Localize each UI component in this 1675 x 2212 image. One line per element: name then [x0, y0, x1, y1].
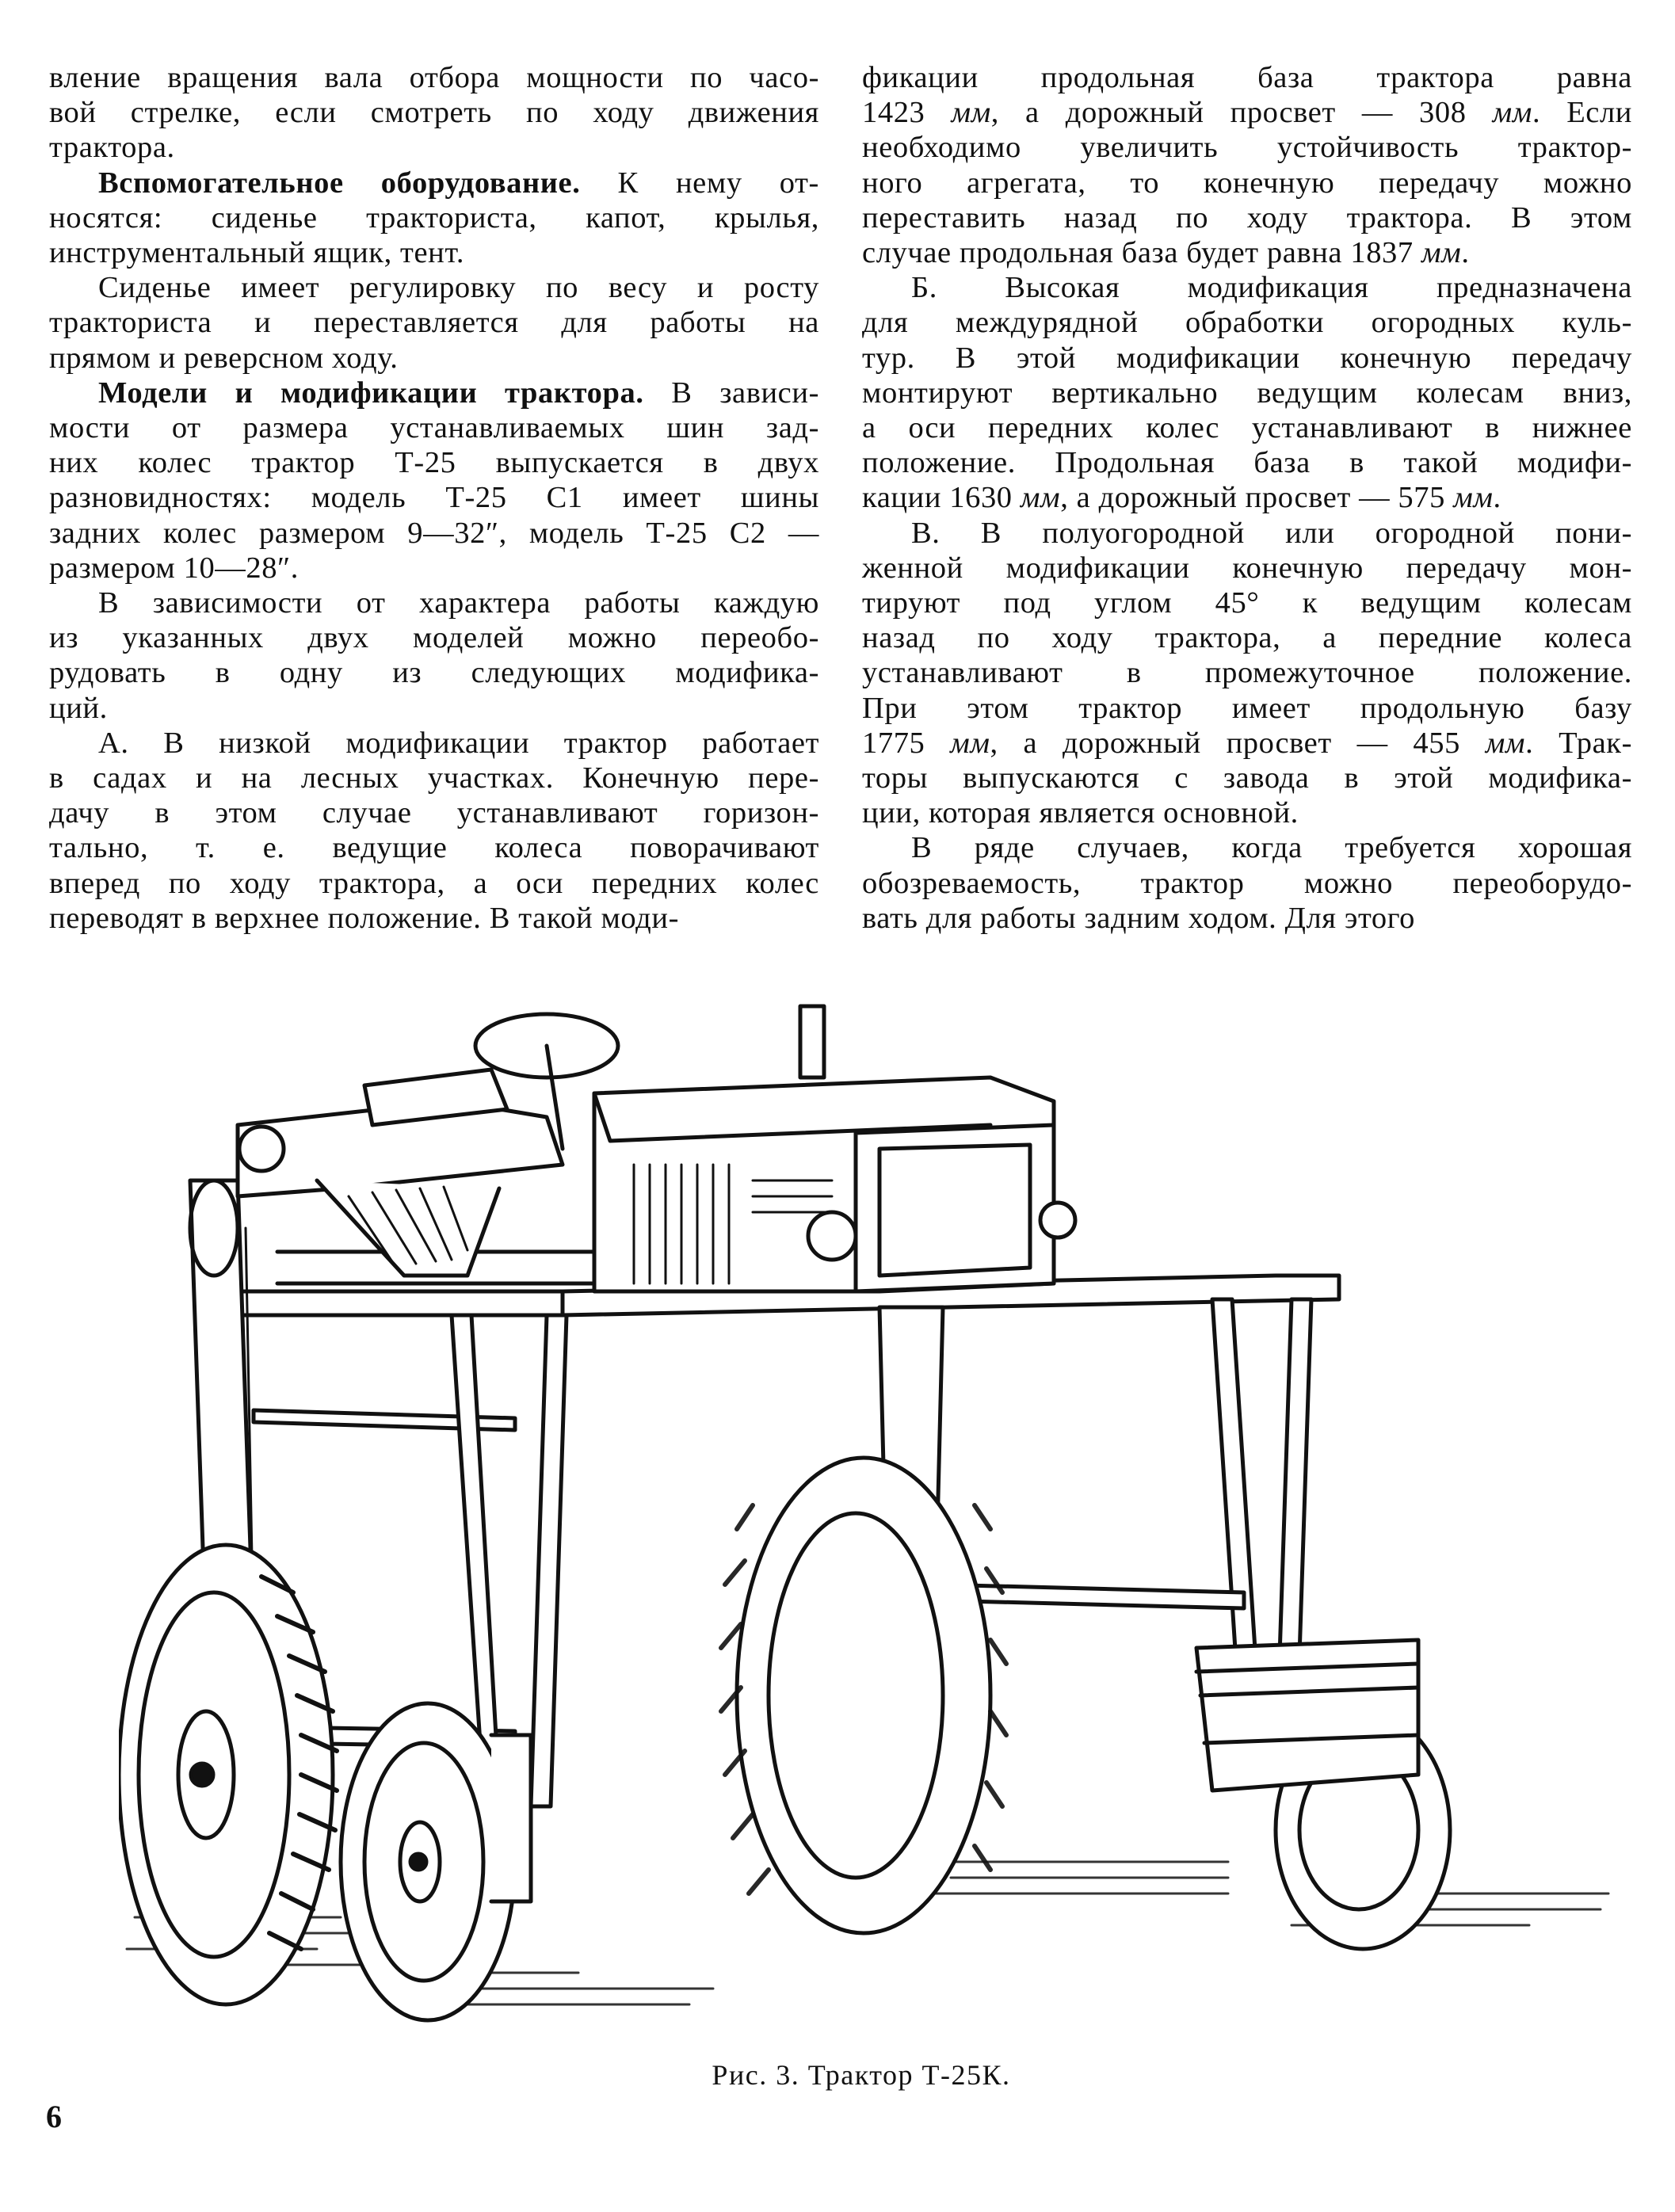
text-line	[862, 585, 1632, 620]
text-run: переставить назад по ходу трактора. В этом	[862, 200, 1632, 235]
text-line	[49, 341, 819, 376]
text-line	[49, 901, 819, 936]
text-line	[862, 620, 1632, 655]
text-run: .	[1493, 481, 1501, 515]
text-run: тур. В этой модификации конечную передачу	[862, 341, 1632, 375]
text-run: При этом трактор имеет продольную базу	[862, 691, 1632, 725]
text-run: Сиденье имеет регулировку по весу и росту	[98, 271, 819, 305]
text-line	[862, 691, 1632, 726]
text-run: Б. Высокая модификация предназначена	[911, 271, 1632, 305]
text-run: тракториста и переставляется для работы на	[49, 306, 819, 340]
text-run: торы выпускаются с завода в этой модифика-	[862, 761, 1632, 795]
text-line	[862, 655, 1632, 690]
text-run: монтируют вертикально ведущим колесам вниз,	[862, 376, 1632, 410]
text-line	[862, 341, 1632, 376]
text-line	[49, 830, 819, 865]
text-run: а оси передних колес устанавливают в нижнее	[862, 411, 1632, 445]
text-run: .	[1461, 236, 1470, 270]
text-line	[49, 130, 819, 165]
text-line	[862, 166, 1632, 200]
text-line	[862, 516, 1632, 551]
text-run: устанавливают в промежуточное положение.	[862, 656, 1632, 690]
text-run: мм	[1485, 726, 1526, 760]
text-line	[49, 620, 819, 655]
text-line	[49, 270, 819, 305]
paragraph	[49, 585, 819, 726]
text-run: , а дорожный просвет — 575	[1060, 481, 1454, 515]
text-run: инструментальный ящик, тент.	[49, 236, 465, 270]
paragraph	[862, 270, 1632, 515]
text-line	[49, 585, 819, 620]
text-run: разновидностях: модель Т-25 С1 имеет шины	[49, 481, 819, 515]
text-run: рудовать в одну из следующих модифика-	[49, 656, 819, 690]
text-run: мм	[951, 96, 991, 130]
text-line	[49, 60, 819, 95]
text-run: В зависи-	[643, 376, 819, 410]
text-line	[49, 445, 819, 480]
text-line	[49, 761, 819, 795]
text-line	[49, 726, 819, 761]
text-line	[862, 410, 1632, 445]
text-column-left	[49, 60, 819, 936]
text-run: мости от размера устанавливаемых шин зад-	[49, 411, 819, 445]
text-line	[862, 235, 1632, 270]
text-line	[862, 130, 1632, 165]
text-line	[49, 376, 819, 410]
text-run: ции, которая является основной.	[862, 796, 1299, 830]
text-run: переводят в верхнее положение. В такой моди-	[49, 901, 679, 935]
text-run: . Если	[1532, 96, 1633, 130]
text-line	[862, 480, 1632, 515]
text-line	[862, 60, 1632, 95]
text-column-right	[862, 60, 1632, 936]
text-line	[862, 551, 1632, 585]
page-number: 6	[46, 2099, 62, 2134]
text-run: носятся: сиденье тракториста, капот, крылья,	[49, 200, 819, 235]
text-run: 1423	[862, 96, 952, 130]
text-line	[862, 270, 1632, 305]
text-line	[49, 235, 819, 270]
text-line	[862, 726, 1632, 761]
text-run: В ряде случаев, когда требуется хорошая	[911, 831, 1632, 865]
text-run: В зависимости от характера работы каждую	[98, 586, 819, 620]
text-run: обозреваемость, трактор можно переоборудо-	[862, 866, 1632, 900]
paragraph	[49, 270, 819, 376]
text-line	[49, 480, 819, 515]
paragraph	[49, 376, 819, 585]
text-line	[49, 305, 819, 340]
text-line	[862, 830, 1632, 865]
text-run: В. В полуогородной или огородной пони-	[911, 516, 1632, 550]
paragraph	[49, 166, 819, 271]
text-run: них колес трактор Т-25 выпускается в двух	[49, 446, 819, 480]
text-run: ного агрегата, то конечную передачу можно	[862, 166, 1632, 200]
text-run: женной модификации конечную передачу мон-	[862, 551, 1632, 585]
text-line	[49, 516, 819, 551]
text-line	[49, 551, 819, 585]
text-run: фикации продольная база трактора равна	[862, 61, 1632, 94]
text-line	[49, 200, 819, 235]
text-run: мм	[1492, 96, 1532, 130]
text-line	[49, 691, 819, 726]
text-line	[862, 445, 1632, 480]
text-run: задних колес размером 9—32″, модель Т-25 С2 —	[49, 516, 819, 550]
text-line	[49, 410, 819, 445]
text-run: из указанных двух моделей можно переобо-	[49, 621, 819, 655]
text-run: А. В низкой модификации трактор работает	[98, 726, 819, 760]
text-run: мм	[1020, 481, 1061, 515]
text-run: для междурядной обработки огородных куль-	[862, 306, 1632, 340]
text-run: тально, т. е. ведущие колеса поворачивают	[49, 831, 819, 865]
text-run: трактора.	[49, 131, 175, 165]
paragraph	[862, 60, 1632, 270]
paragraph	[49, 726, 819, 936]
text-run: мм	[1453, 481, 1494, 515]
text-line	[49, 166, 819, 200]
text-line	[862, 376, 1632, 410]
text-line	[49, 95, 819, 130]
text-run: , а дорожный просвет — 455	[990, 726, 1486, 760]
text-run: К нему от-	[580, 166, 819, 200]
figure-tractor-illustration	[119, 990, 1624, 2028]
text-run: вперед по ходу трактора, а оси передних колес	[49, 866, 819, 900]
text-run: положение. Продольная база в такой модифи-	[862, 446, 1632, 480]
text-line	[862, 200, 1632, 235]
text-run: дачу в этом случае устанавливают горизон-	[49, 796, 819, 830]
text-run: в садах и на лесных участках. Конечную пере-	[49, 761, 819, 795]
text-line	[862, 95, 1632, 130]
text-run: случае продольная база будет равна 1837	[862, 236, 1421, 270]
text-run: назад по ходу трактора, а передние колеса	[862, 621, 1632, 655]
text-run: вой стрелке, если смотреть по ходу движения	[49, 96, 819, 130]
text-line	[49, 866, 819, 901]
text-line	[862, 901, 1632, 936]
text-run: ций.	[49, 691, 108, 725]
bold-heading-run: Вспомогательное оборудование.	[98, 166, 581, 200]
paragraph	[862, 830, 1632, 936]
paragraph	[862, 516, 1632, 831]
text-run: необходимо увеличить устойчивость трактор-	[862, 131, 1632, 165]
text-run: размером 10—28″.	[49, 551, 299, 585]
text-run: кации 1630	[862, 481, 1021, 515]
text-run: вление вращения вала отбора мощности по часо-	[49, 61, 819, 94]
text-run: мм	[950, 726, 990, 760]
text-run: вать для работы задним ходом. Для этого	[862, 901, 1415, 935]
text-run: тируют под углом 45° к ведущим колесам	[862, 586, 1632, 620]
text-line	[862, 761, 1632, 795]
text-run: . Трак-	[1525, 726, 1632, 760]
paragraph	[49, 60, 819, 166]
bold-heading-run: Модели и модификации трактора.	[98, 376, 644, 410]
text-run: прямом и реверсном ходу.	[49, 341, 399, 375]
figure-caption: Рис. 3. Трактор Т-25К.	[712, 2059, 1011, 2091]
text-line	[49, 655, 819, 690]
text-line	[49, 795, 819, 830]
text-run: мм	[1421, 236, 1462, 270]
text-line	[862, 795, 1632, 830]
text-line	[862, 866, 1632, 901]
tractor-drawing-icon	[119, 990, 1624, 2028]
text-run: 1775	[862, 726, 951, 760]
text-run: , а дорожный просвет — 308	[990, 96, 1493, 130]
text-line	[862, 305, 1632, 340]
